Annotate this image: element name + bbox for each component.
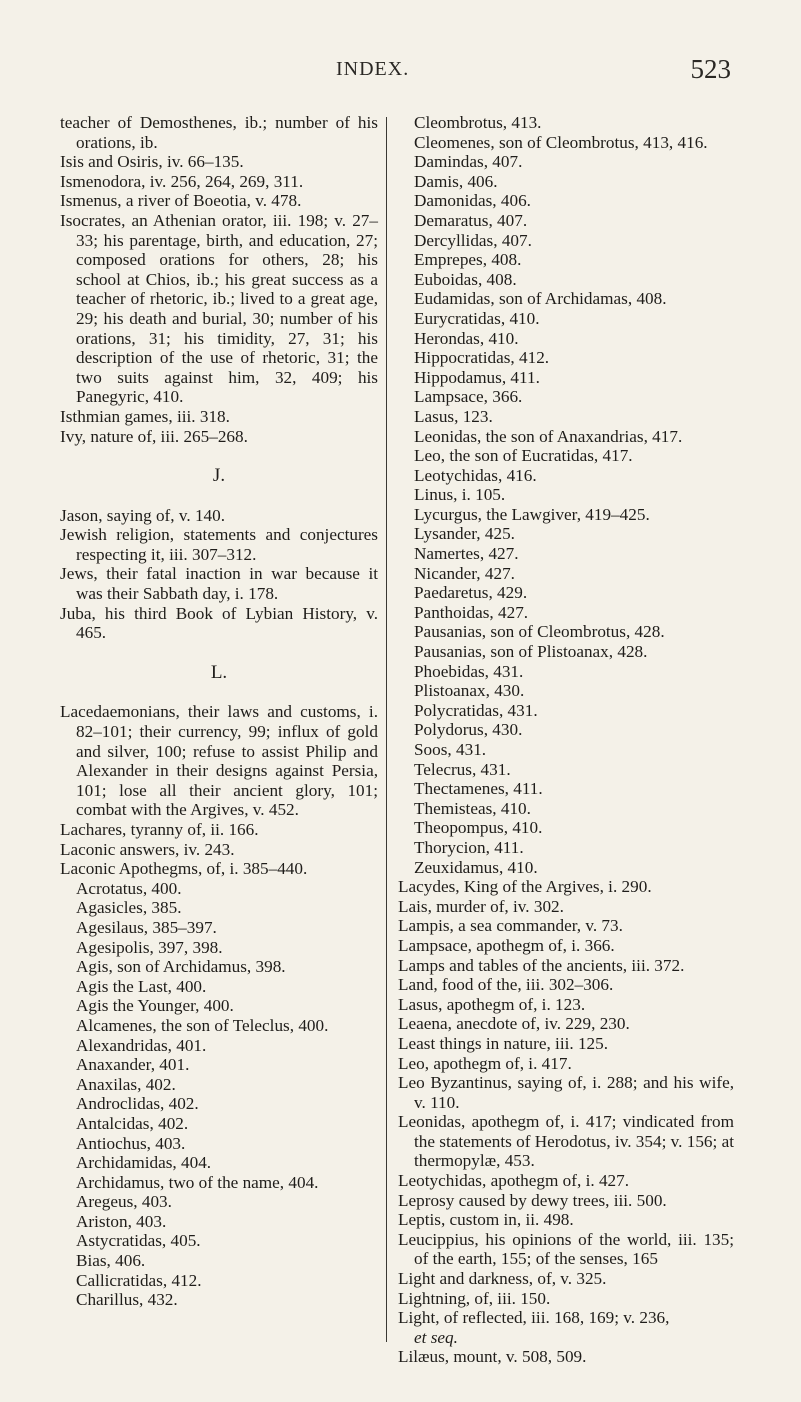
sub-entry: Lycurgus, the Lawgiver, 419–425.	[414, 504, 650, 524]
sub-entry: Charillus, 432.	[76, 1290, 178, 1310]
sub-entry: Polycratidas, 431.	[414, 700, 538, 720]
sub-entry: Alexandridas, 401.	[76, 1035, 207, 1055]
right-column	[398, 113, 734, 1367]
index-entry: teacher of Demosthenes, ib.; number of his orations, ib.	[60, 113, 378, 152]
sub-entry: Thorycion, 411.	[414, 837, 524, 857]
index-entry: Isis and Osiris, iv. 66–135.	[60, 152, 244, 172]
sub-entry: Linus, i. 105.	[414, 485, 506, 505]
sub-entry: Soos, 431.	[414, 740, 487, 759]
sub-entry: Zeuxidamus, 410.	[414, 857, 538, 877]
sub-entry: Thectamenes, 411.	[414, 779, 543, 799]
sub-entry: Leotychidas, 416.	[414, 465, 537, 485]
index-entry: Isocrates, an Athenian orator, iii. 198; v. 27–33; his parentage, birth, and education, 27; composed orations for others, 28; his school at Chios, ib.; his great success as a teacher of rhetoric, ib.; lived to a great age, 29; his death and burial, 30; number of his orations, 31; his timidity, 27, 31; his description of the use of rhetoric, 31; the two suits against him, 32, 409; his Panegyric, 410.	[60, 210, 378, 407]
sub-entry: Demaratus, 407.	[414, 210, 528, 230]
sub-entry: Archidamidas, 404.	[76, 1153, 212, 1173]
sub-entry: Damonidas, 406.	[414, 191, 531, 211]
index-entry: Lasus, apothegm of, i. 123.	[398, 994, 586, 1014]
sub-entry: Acrotatus, 400.	[76, 878, 182, 898]
sub-entry: Herondas, 410.	[414, 328, 519, 348]
sub-entry: Leo, the son of Eucratidas, 417.	[414, 446, 633, 466]
index-entry: Jews, their fatal inaction in war because it was their Sabbath day, i. 178.	[60, 564, 378, 604]
sub-entry: Alcamenes, the son of Teleclus, 400.	[76, 1015, 329, 1035]
index-entry: Lightning, of, iii. 150.	[398, 1288, 551, 1308]
index-entry: Leo Byzantinus, saying of, i. 288; and his wife, v. 110.	[398, 1073, 734, 1112]
index-entry: Lacydes, King of the Argives, i. 290.	[398, 877, 652, 897]
sub-entry: Archidamus, two of the name, 404.	[76, 1172, 319, 1192]
sub-entry: Lasus, 123.	[414, 406, 493, 426]
sub-entry: Bias, 406.	[76, 1251, 146, 1271]
index-entry: Leo, apothegm of, i. 417.	[398, 1053, 572, 1073]
sub-entry: Agis the Last, 400.	[76, 976, 207, 996]
sub-entry: Emprepes, 408.	[414, 250, 522, 270]
sub-entry: Anaxilas, 402.	[76, 1074, 176, 1094]
sub-entry: Pausanias, son of Cleombrotus, 428.	[414, 622, 665, 642]
apothegm-sublist-continued	[398, 113, 734, 877]
sub-entry: Antiochus, 403.	[76, 1133, 186, 1153]
left-column	[60, 113, 378, 1310]
sub-entry: Dercyllidas, 407.	[414, 230, 532, 250]
sub-entry: Eudamidas, son of Archidamas, 408.	[414, 289, 667, 309]
index-entry: Ismenodora, iv. 256, 264, 269, 311.	[60, 171, 304, 191]
sub-entry: Hippocratidas, 412.	[414, 348, 550, 368]
index-entry: Lampsace, apothegm of, i. 366.	[398, 935, 615, 955]
sub-entry: Agis, son of Archidamus, 398.	[76, 957, 286, 977]
index-entry: Jewish religion, statements and conjectures respecting it, iii. 307–312.	[60, 525, 378, 564]
sub-entry: Euboidas, 408.	[414, 269, 517, 289]
index-entry: Land, food of the, iii. 302–306.	[398, 975, 614, 995]
sub-entry: Lysander, 425.	[414, 524, 515, 544]
sub-entry: Cleombrotus, 413.	[414, 113, 542, 132]
index-entry: Lacedaemonians, their laws and customs, i. 82–101; their currency, 99; influx of gold and silver, 100; refuse to assist Philip and Alexander in their designs against Persia, 101; lose all their ancient glory, 101; combat with the Argives, v. 452.	[60, 702, 378, 820]
index-entry: Ivy, nature of, iii. 265–268.	[60, 426, 248, 446]
column-divider	[386, 117, 387, 1342]
index-entry: Leptis, custom in, ii. 498.	[398, 1210, 574, 1230]
sub-entry: Androclidas, 402.	[76, 1094, 199, 1114]
sub-entry: Astycratidas, 405.	[76, 1231, 201, 1251]
sub-entry: Polydorus, 430.	[414, 720, 523, 740]
sub-entry: Damis, 406.	[414, 171, 498, 191]
index-entry: et seq.	[414, 1327, 458, 1347]
index-entry: Ismenus, a river of Boeotia, v. 478.	[60, 191, 302, 211]
index-entry: Lilæus, mount, v. 508, 509.	[398, 1347, 587, 1367]
sub-entry: Hippodamus, 411.	[414, 367, 540, 387]
index-entry: Lamps and tables of the ancients, iii. 372.	[398, 955, 685, 975]
section-letter-j: J.	[212, 465, 226, 487]
sub-entry: Agis the Younger, 400.	[76, 996, 234, 1016]
sub-entry: Panthoidas, 427.	[414, 602, 529, 622]
index-entry: Juba, his third Book of Lybian History, v. 465.	[60, 603, 378, 643]
index-entry: Isthmian games, iii. 318.	[60, 406, 230, 426]
index-entry: Least things in nature, iii. 125.	[398, 1033, 609, 1053]
index-entries-right	[398, 877, 734, 1367]
running-head	[0, 54, 801, 84]
index-entry: Leprosy caused by dewy trees, iii. 500.	[398, 1190, 667, 1210]
sub-entry: Themisteas, 410.	[414, 798, 531, 818]
sub-entry: Eurycratidas, 410.	[414, 308, 540, 328]
sub-entry: Paedaretus, 429.	[414, 583, 528, 603]
index-entry: Leotychidas, apothegm of, i. 427.	[398, 1171, 630, 1191]
sub-entry: Anaxander, 401.	[76, 1055, 190, 1075]
sub-entry: Phoebidas, 431.	[414, 661, 524, 681]
sub-entry: Lampsace, 366.	[414, 387, 523, 407]
sub-entry: Namertes, 427.	[414, 544, 519, 564]
section-letter-l: L.	[210, 661, 228, 683]
index-entry: Light and darkness, of, v. 325.	[398, 1269, 607, 1289]
index-entry: Laconic answers, iv. 243.	[60, 839, 235, 859]
sub-entry: Cleomenes, son of Cleombrotus, 413, 416.	[414, 132, 708, 152]
sub-entry: Agesipolis, 397, 398.	[76, 937, 223, 957]
index-entry: Light, of reflected, iii. 168, 169; v. 236,	[398, 1308, 670, 1328]
index-entry: Jason, saying of, v. 140.	[60, 505, 226, 525]
index-entry: Lais, murder of, iv. 302.	[398, 896, 564, 916]
apothegm-sublist	[60, 879, 378, 1310]
running-title: INDEX.	[336, 58, 410, 80]
page-number: 523	[690, 54, 731, 84]
sub-entry: Nicander, 427.	[414, 563, 515, 583]
sub-entry: Aregeus, 403.	[76, 1192, 172, 1212]
sub-entry: Agasicles, 385.	[76, 898, 182, 918]
sub-entry: Leonidas, the son of Anaxandrias, 417.	[414, 426, 683, 446]
sub-entry: Antalcidas, 402.	[76, 1113, 189, 1133]
index-entry: Leaena, anecdote of, iv. 229, 230.	[398, 1014, 630, 1034]
sub-entry: Agesilaus, 385–397.	[76, 917, 217, 937]
sub-entry: Telecrus, 431.	[414, 759, 511, 779]
index-entry: Lachares, tyranny of, ii. 166.	[60, 820, 259, 839]
sub-entry: Pausanias, son of Plistoanax, 428.	[414, 642, 648, 662]
sub-entry: Damindas, 407.	[414, 152, 523, 172]
index-entry: Laconic Apothegms, of, i. 385–440.	[60, 859, 308, 879]
sub-entry: Callicratidas, 412.	[76, 1270, 202, 1290]
index-entry: Lampis, a sea commander, v. 73.	[398, 916, 623, 936]
index-entry: Leucippius, his opinions of the world, iii. 135; of the earth, 155; of the senses, 165	[398, 1229, 734, 1269]
sub-entry: Plistoanax, 430.	[414, 681, 525, 701]
sub-entry: Ariston, 403.	[76, 1211, 167, 1231]
index-entry: Leonidas, apothegm of, i. 417; vindicated from the statements of Herodotus, iv. 354; v. 156; at thermopylæ, 453.	[398, 1112, 734, 1171]
sub-entry: Theopompus, 410.	[414, 818, 543, 838]
